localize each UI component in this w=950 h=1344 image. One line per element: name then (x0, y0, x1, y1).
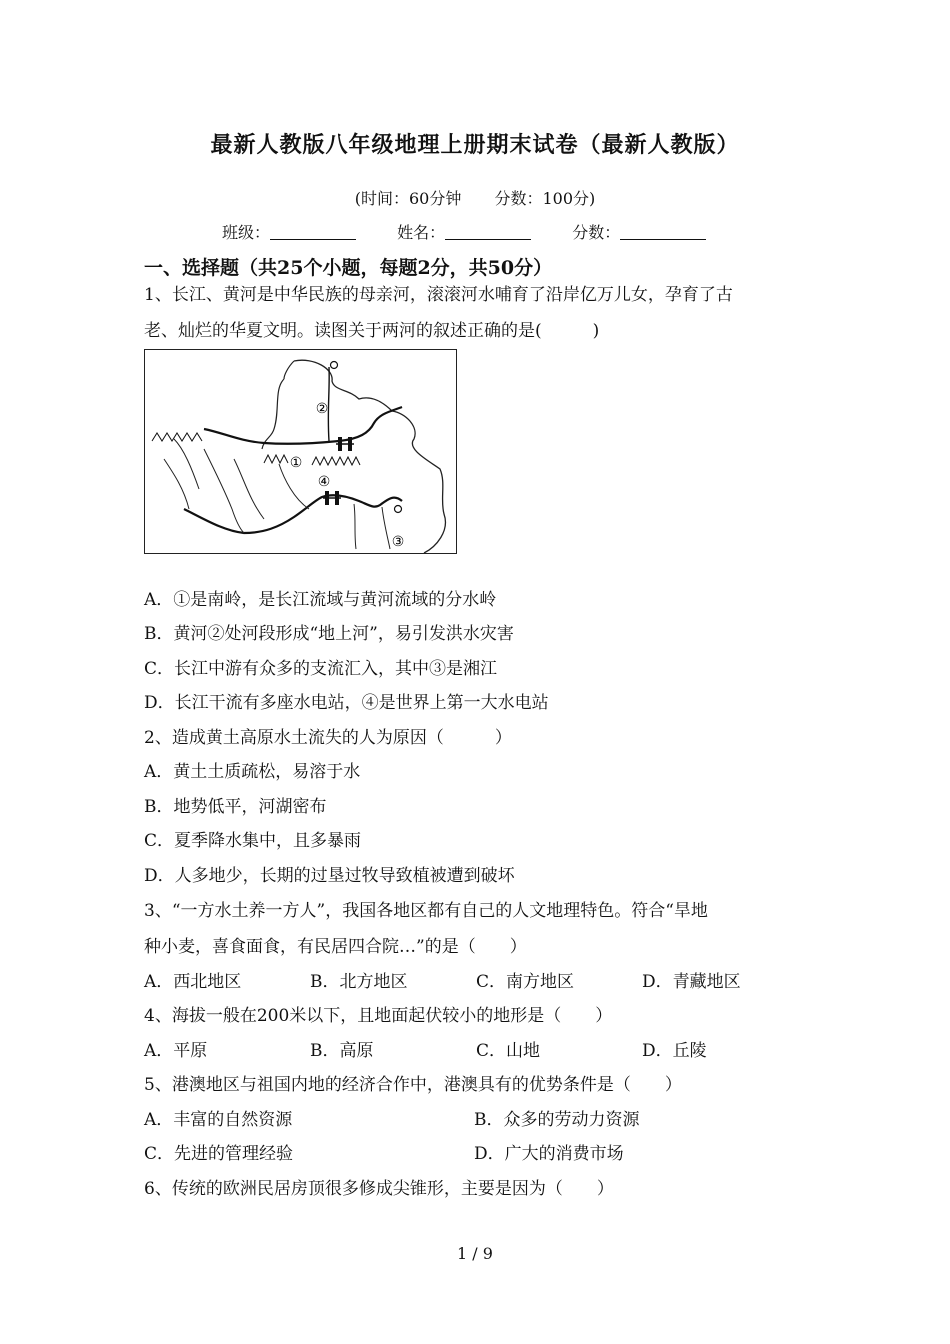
question-4-option-d: D．丘陵 (642, 1041, 707, 1061)
question-4: 4、海拔一般在200米以下，且地面起伏较小的地形是（ ） (144, 1006, 613, 1026)
question-1-option-a: A．①是南岭，是长江流域与黄河流域的分水岭 (144, 590, 497, 610)
question-5-option-d: D．广大的消费市场 (474, 1144, 624, 1164)
question-2-option-b: B．地势低平，河湖密布 (144, 797, 327, 817)
score-label: 分数： (572, 223, 621, 242)
question-5-option-c: C．先进的管理经验 (144, 1144, 294, 1164)
exam-total-score: 分数：100分) (494, 189, 596, 208)
score-blank (620, 225, 706, 240)
question-5: 5、港澳地区与祖国内地的经济合作中，港澳具有的优势条件是（ ） (144, 1075, 682, 1095)
question-1-option-b: B．黄河②处河段形成“地上河”，易引发洪水灾害 (144, 624, 514, 644)
class-field (222, 220, 356, 243)
question-4-option-a: A．平原 (144, 1041, 208, 1061)
map-label-1: ① (289, 455, 303, 471)
question-3-option-b: B．北方地区 (310, 972, 408, 992)
score-field (572, 220, 706, 243)
question-1-line-1: 1、长江、黄河是中华民族的母亲河，滚滚河水哺育了沿岸亿万儿女，孕育了古 (144, 285, 733, 305)
question-1-line-2: 老、灿烂的华夏文明。读图关于两河的叙述正确的是( ) (144, 321, 600, 341)
question-3-line-2: 种小麦，喜食面食，有民居四合院…”的是（ ） (144, 937, 527, 957)
page-number: 1 / 9 (457, 1244, 493, 1263)
name-blank (445, 225, 531, 240)
map-label-4: ④ (317, 474, 331, 490)
map-label-3: ③ (391, 534, 405, 550)
exam-time: (时间：60分钟 (354, 189, 462, 208)
question-5-option-a: A．丰富的自然资源 (144, 1110, 293, 1130)
question-3-option-a: A．西北地区 (144, 972, 242, 992)
question-2: 2、造成黄土高原水土流失的人为原因（ ） (144, 728, 512, 748)
question-1-option-c: C．长江中游有众多的支流汇入，其中③是湘江 (144, 659, 498, 679)
question-4-option-b: B．高原 (310, 1041, 374, 1061)
question-2-option-d: D．人多地少，长期的过垦过牧导致植被遭到破坏 (144, 866, 515, 886)
question-4-option-c: C．山地 (476, 1041, 541, 1061)
name-field (397, 220, 531, 243)
class-blank (270, 225, 356, 240)
question-2-option-c: C．夏季降水集中，且多暴雨 (144, 831, 362, 851)
question-2-option-a: A．黄土土质疏松，易溶于水 (144, 762, 361, 782)
question-5-options-row-2 (144, 1139, 804, 1164)
rivers-map (144, 349, 457, 554)
name-label: 姓名： (397, 223, 446, 242)
page-title: 最新人教版八年级地理上册期末试卷（最新人教版） (210, 132, 740, 158)
question-3-options (144, 967, 808, 992)
map-point-north (331, 362, 338, 369)
question-4-options (144, 1036, 808, 1061)
question-6: 6、传统的欧洲民居房顶很多修成尖锥形，主要是因为（ ） (144, 1179, 614, 1199)
student-info (222, 220, 742, 243)
map-label-2: ② (315, 401, 329, 417)
map-frame (145, 350, 457, 554)
question-1-option-d: D．长江干流有多座水电站，④是世界上第一大水电站 (144, 693, 549, 713)
map-point-east (395, 506, 402, 513)
question-5-option-b: B．众多的劳动力资源 (474, 1110, 640, 1130)
exam-time-score (0, 186, 950, 209)
question-3-option-d: D．青藏地区 (642, 972, 741, 992)
question-3-line-1: 3、“一方水土养一方人”，我国各地区都有自己的人文地理特色。符合“旱地 (144, 901, 708, 921)
class-label: 班级： (222, 223, 271, 242)
question-5-options-row-1 (144, 1105, 804, 1130)
section-heading: 一、选择题（共25个小题，每题2分，共50分） (144, 257, 553, 279)
question-3-option-c: C．南方地区 (476, 972, 575, 992)
